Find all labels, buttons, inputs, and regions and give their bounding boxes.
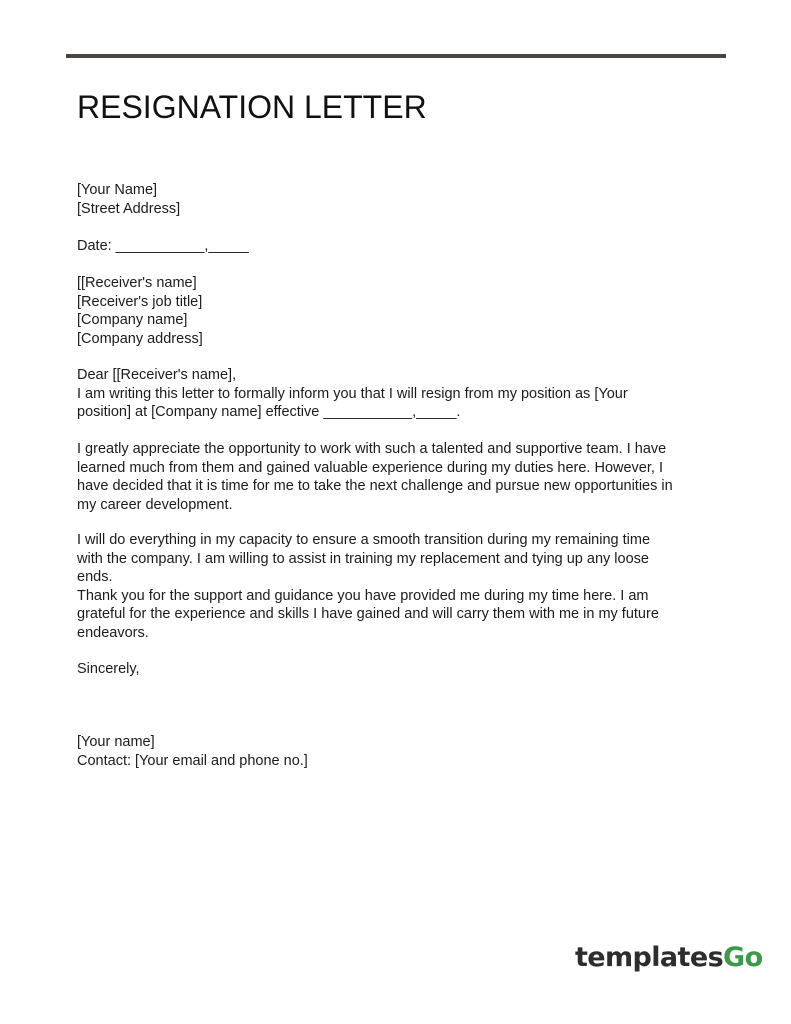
sender-address: [Street Address] [77,200,181,217]
closing: Sincerely, [77,661,140,677]
paragraph-2-line-2: learned much from them and gained valuable experience during my duties here. However, I [77,459,663,476]
paragraph-3-line-4: Thank you for the support and guidance you have provided me during my time here. I am [77,587,649,604]
closing-block [77,660,140,679]
paragraph-3-line-3: ends. [77,569,113,585]
page-title: RESIGNATION LETTER [77,89,427,125]
paragraph-1-line-2: position] at [Company name] effective ___________,_____. [77,404,461,420]
signature-name: [Your name] [77,734,155,750]
paragraph-2-line-3: have decided that it is time for me to take the next challenge and pursue new opportunities in [77,478,673,494]
header-rule [66,54,726,58]
salutation: Dear [[Receiver's name], [77,367,237,383]
paragraph-2-line-1: I greatly appreciate the opportunity to work with such a talented and supportive team. I have [77,441,667,457]
paragraph-3-line-1: I will do everything in my capacity to ensure a smooth transition during my remaining time [77,532,651,548]
sender-name: [Your Name] [77,182,158,198]
paragraph-1-line-1: I am writing this letter to formally inform you that I will resign from my position as [Your [77,385,628,402]
date-text: Date: ___________,_____ [77,238,249,254]
logo-wordmark-accent: Go [723,942,763,973]
sender-block [77,181,180,218]
recipient-company-address: [Company address] [77,330,203,347]
salutation-block [77,366,628,422]
paragraph-3-line-2: with the company. I am willing to assist in training my replacement and tying up any loose [77,550,649,567]
recipient-company: [Company name] [77,312,188,328]
recipient-name: [[Receiver's name] [77,275,197,291]
signature-block [77,733,308,770]
templatesgo-logo [575,942,767,982]
signature-contact: Contact: [Your email and phone no.] [77,752,308,769]
recipient-block [77,274,203,348]
date-line [77,237,249,256]
paragraph-3-line-6: endeavors. [77,624,149,641]
logo-wordmark-main: templates [575,942,724,973]
paragraph-2-line-4: my career development. [77,496,233,513]
paragraph-3 [77,531,659,642]
paragraph-3-line-5: grateful for the experience and skills I have gained and will carry them with me in my future [77,606,659,622]
paragraph-2 [77,440,673,514]
recipient-job-title: [Receiver's job title] [77,293,203,310]
